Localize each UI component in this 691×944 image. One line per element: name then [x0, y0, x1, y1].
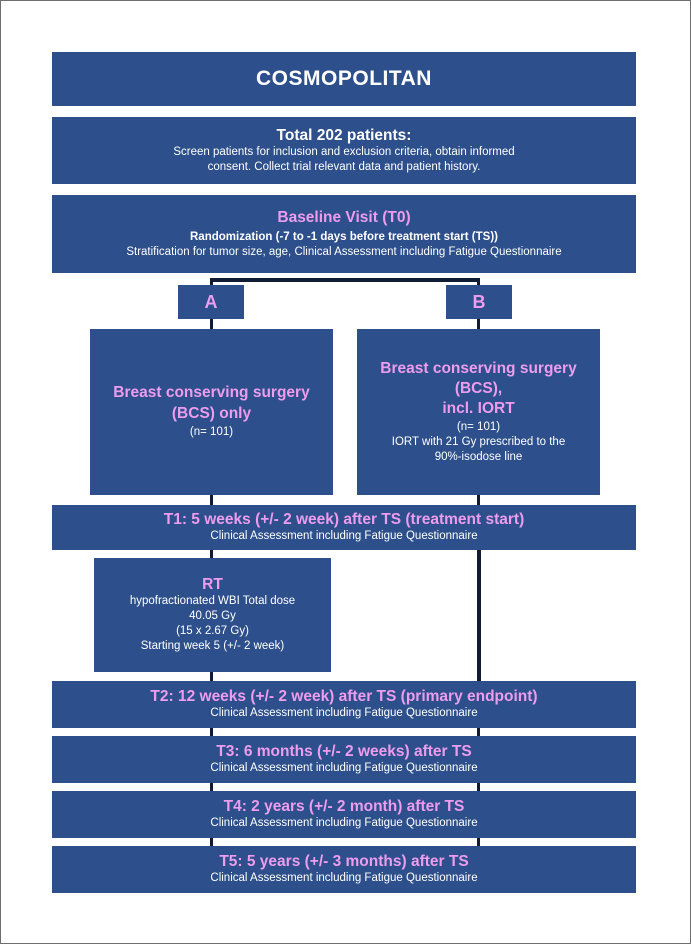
arm-a-box — [90, 329, 333, 495]
arm-a-title-line2: (BCS) only — [171, 405, 252, 422]
arm-b-title-line3: incl. IORT — [442, 399, 515, 417]
t4-heading: T4: 2 years (+/- 2 month) after TS — [223, 798, 465, 815]
enrollment-heading: Total 202 patients: — [276, 126, 412, 144]
enrollment-box — [52, 117, 636, 184]
rt-line1: hypofractionated WBI Total dose — [129, 595, 296, 607]
t1-heading: T1: 5 weeks (+/- 2 week) after TS (treatment start) — [163, 511, 525, 528]
arm-a-title-line1: Breast conserving surgery — [113, 384, 310, 401]
t5-box — [52, 846, 636, 893]
arm-b-detail-line1: IORT with 21 Gy prescribed to the — [391, 435, 566, 448]
t4-subtext: Clinical Assessment including Fatigue Questionnaire — [210, 817, 478, 829]
t3-subtext: Clinical Assessment including Fatigue Questionnaire — [210, 762, 478, 774]
arm-b-n: (n= 101) — [456, 420, 501, 433]
t3-heading: T3: 6 months (+/- 2 weeks) after TS — [216, 743, 472, 760]
baseline-box — [52, 195, 636, 273]
t1-box — [52, 505, 636, 550]
t5-heading: T5: 5 years (+/- 3 months) after TS — [219, 853, 469, 870]
t2-subtext: Clinical Assessment including Fatigue Questionnaire — [210, 707, 478, 719]
arm-b-title-line1: Breast conserving surgery — [380, 359, 577, 377]
arm-b-label: B — [472, 291, 486, 312]
arm-b-title-line2: (BCS), — [454, 379, 503, 397]
t2-box — [52, 681, 636, 728]
rt-box — [94, 558, 331, 672]
randomization-text: Randomization (-7 to -1 days before treatment start (TS)) — [190, 230, 498, 243]
connector-line — [210, 278, 479, 282]
stratification-text: Stratification for tumor size, age, Clinical Assessment including Fatigue Questionnaire — [126, 245, 562, 258]
arm-b-detail-line2: 90%-isodose line — [434, 450, 523, 463]
connector-line — [477, 549, 481, 682]
t4-box — [52, 791, 636, 838]
enrollment-text-line2: consent. Collect trial relevant data and patient history. — [207, 160, 481, 173]
rt-line2: 40.05 Gy — [189, 610, 236, 622]
arm-a-n: (n= 101) — [189, 426, 234, 438]
study-title: COSMOPOLITAN — [256, 67, 432, 90]
baseline-heading: Baseline Visit (T0) — [277, 208, 411, 226]
t5-subtext: Clinical Assessment including Fatigue Questionnaire — [210, 872, 478, 884]
arm-b-label-box — [446, 285, 512, 319]
enrollment-text-line1: Screen patients for inclusion and exclusion criteria, obtain informed — [173, 145, 515, 158]
arm-a-label: A — [204, 291, 218, 312]
rt-heading: RT — [202, 576, 223, 593]
t1-subtext: Clinical Assessment including Fatigue Questionnaire — [210, 530, 478, 542]
rt-line4: Starting week 5 (+/- 2 week) — [140, 640, 285, 652]
rt-line3: (15 x 2.67 Gy) — [176, 625, 249, 637]
t3-box — [52, 736, 636, 783]
arm-b-box — [357, 329, 600, 495]
t2-heading: T2: 12 weeks (+/- 2 week) after TS (primary endpoint) — [150, 688, 538, 705]
study-title-box — [52, 52, 636, 106]
arm-a-label-box — [178, 285, 244, 319]
